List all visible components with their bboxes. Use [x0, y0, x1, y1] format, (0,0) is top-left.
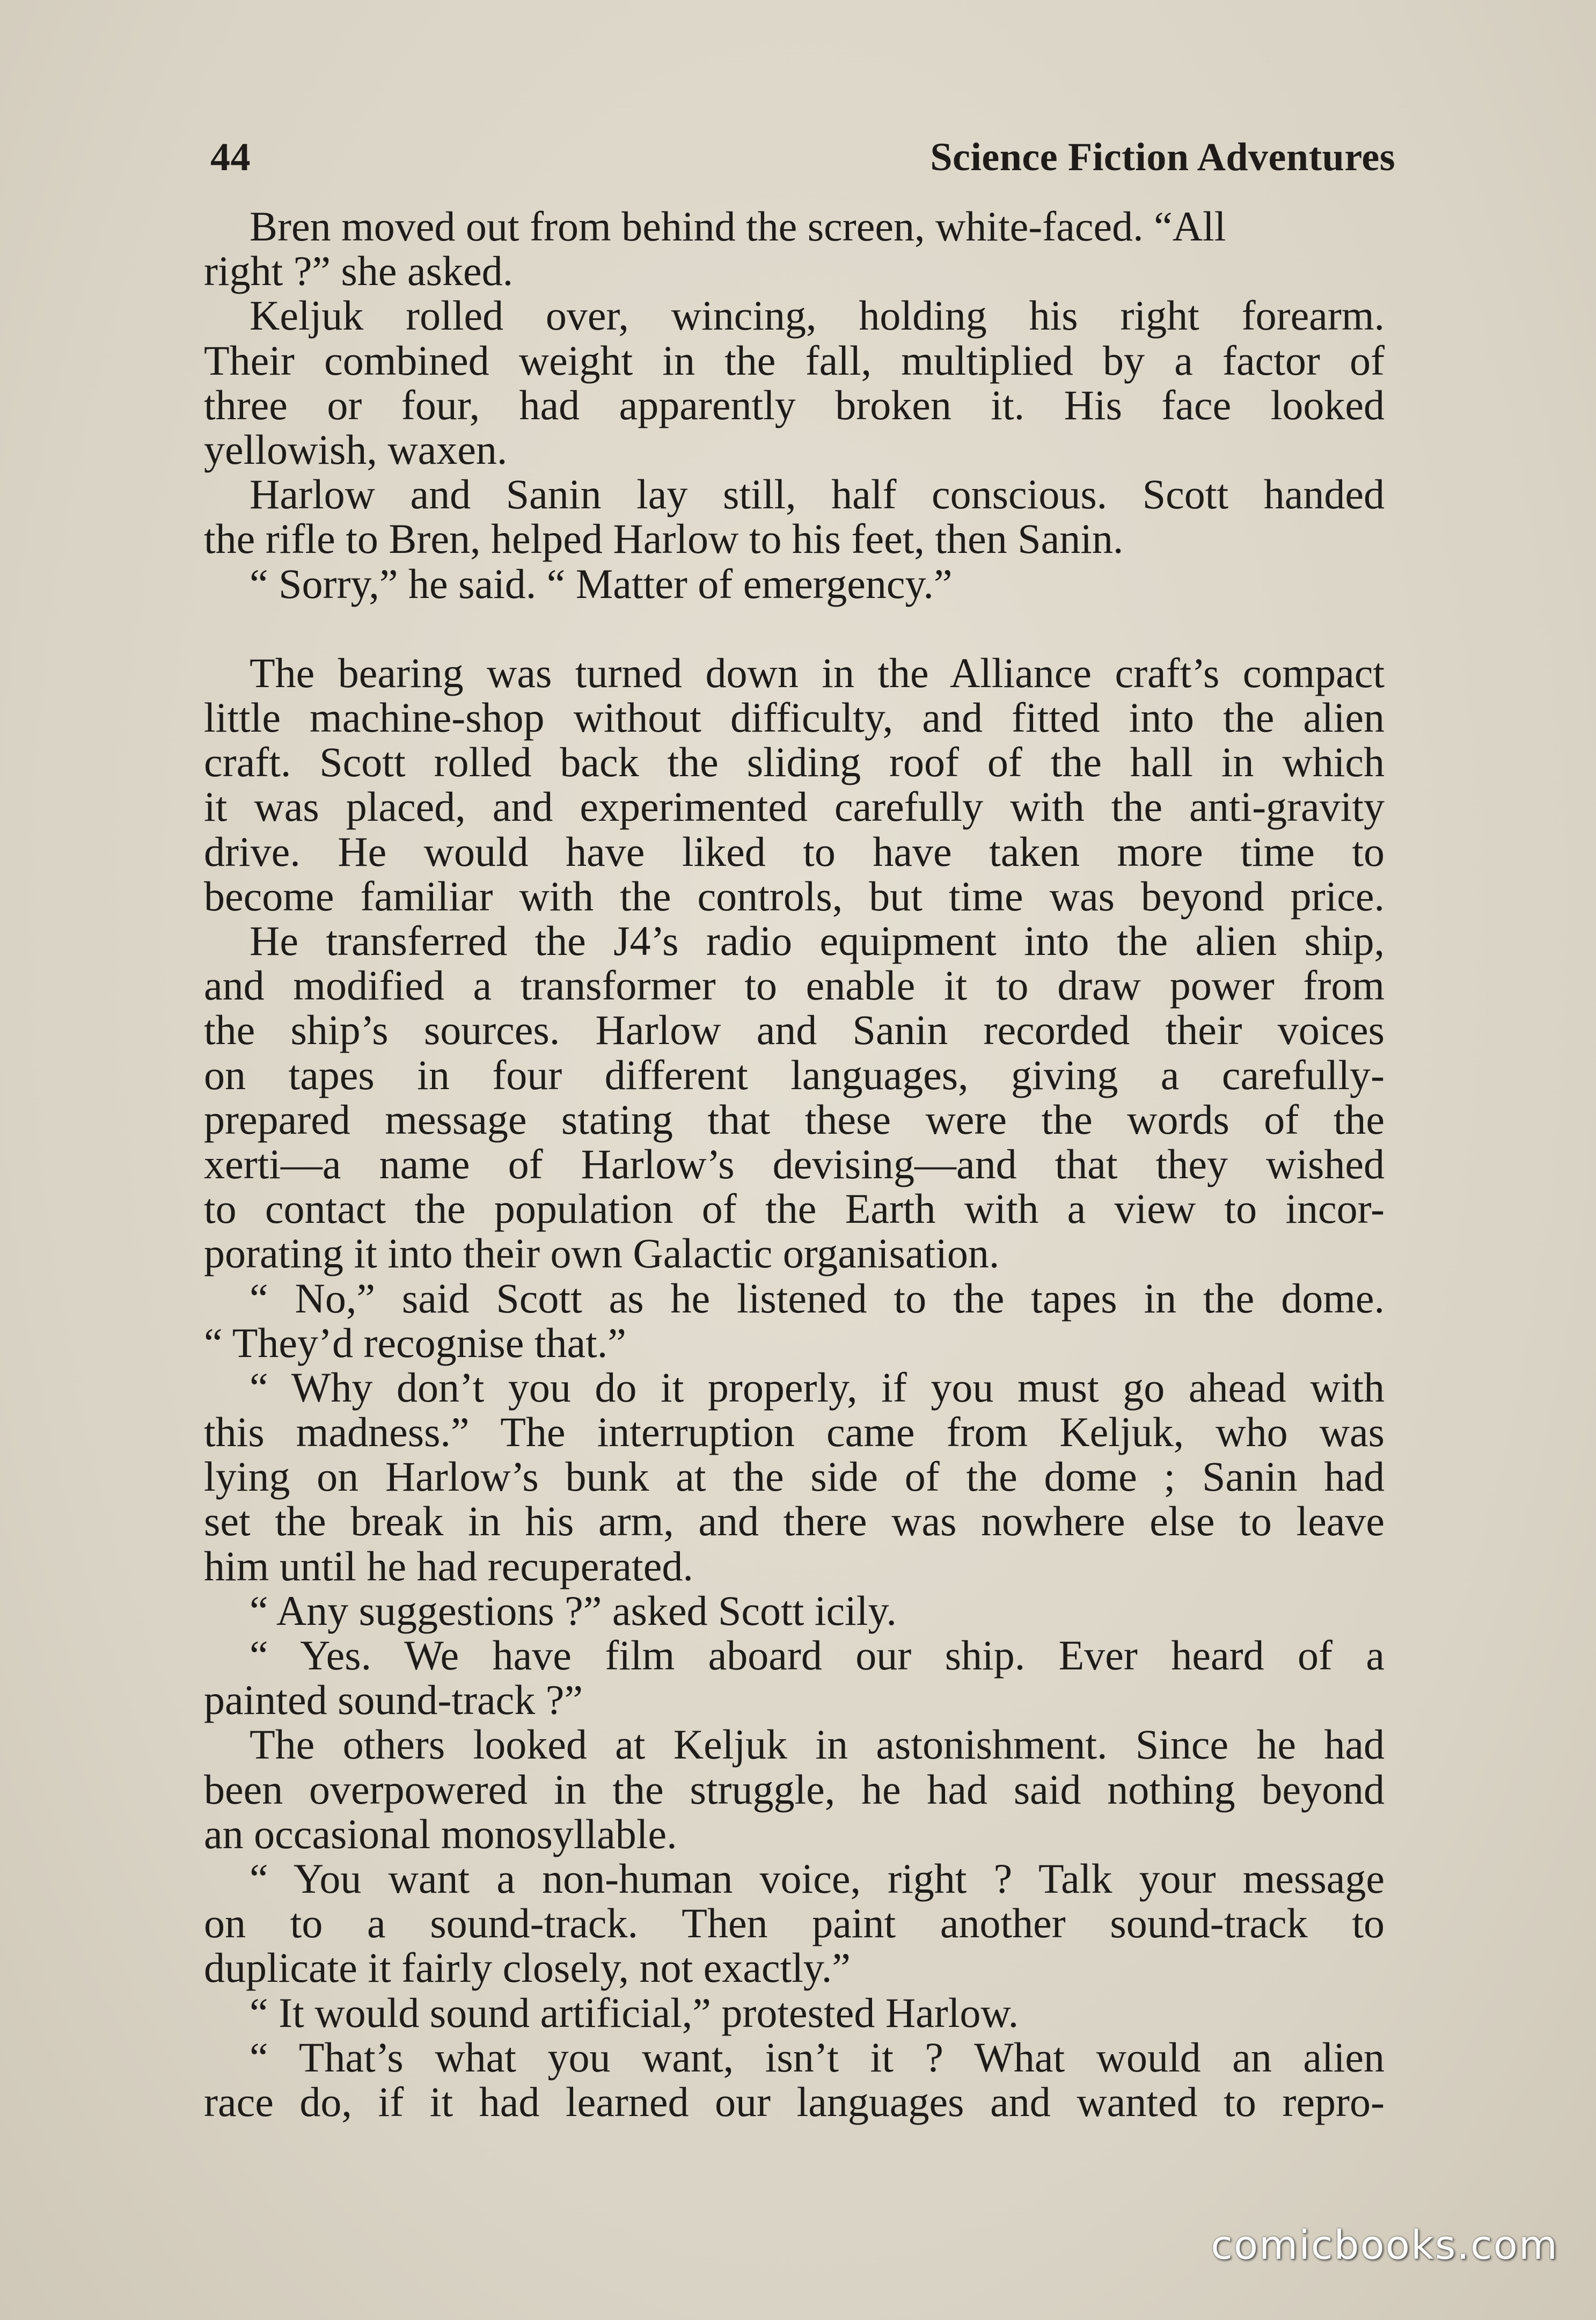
text-line: porating it into their own Galactic organisation. — [204, 1230, 1000, 1277]
running-title: Science Fiction Adventures — [930, 135, 1395, 179]
text-line: “ Any suggestions ?” asked Scott icily. — [250, 1587, 897, 1634]
text-line: right ?” she asked. — [204, 247, 514, 295]
text-line: the ship’s sources. Harlow and Sanin recorded their voices — [204, 1006, 1385, 1054]
text-line: Their combined weight in the fall, multiplied by a factor of — [204, 337, 1385, 384]
watermark-logo: comicbooks.com — [1211, 2222, 1558, 2268]
text-line: lying on Harlow’s bunk at the side of the dome ; Sanin had — [204, 1453, 1385, 1500]
text-line: painted sound-track ?” — [204, 1676, 583, 1724]
text-line: become familiar with the controls, but time was beyond price. — [204, 872, 1385, 920]
text-line: “ Sorry,” he said. “ Matter of emergency.” — [250, 560, 953, 607]
text-line: xerti—a name of Harlow’s devising—and that they wished — [204, 1140, 1385, 1187]
text-line: craft. Scott rolled back the sliding roof of the hall in which — [204, 739, 1385, 786]
text-line: set the break in his arm, and there was nowhere else to leave — [204, 1498, 1385, 1545]
text-line: three or four, had apparently broken it. His face looked — [204, 381, 1385, 428]
body-text — [204, 204, 1385, 2124]
text-line: and modified a transformer to enable it to draw power from — [204, 962, 1385, 1009]
page-number: 44 — [210, 135, 251, 179]
text-line: He transferred the J4’s radio equipment into the alien ship, — [250, 917, 1385, 964]
section-break — [204, 606, 1385, 651]
text-line: yellowish, waxen. — [204, 426, 508, 473]
text-line: duplicate it fairly closely, not exactly.” — [204, 1944, 851, 1991]
text-line: on tapes in four different languages, giving a carefully- — [204, 1051, 1385, 1098]
text-line: “ It would sound artificial,” protested Harlow. — [250, 1989, 1019, 2036]
text-line: this madness.” The interruption came from Keljuk, who was — [204, 1409, 1385, 1456]
text-line: Keljuk rolled over, wincing, holding his right forearm. — [250, 292, 1385, 339]
text-line: “ No,” said Scott as he listened to the tapes in the dome. — [250, 1274, 1385, 1322]
text-line: been overpowered in the struggle, he had said nothing beyond — [204, 1765, 1385, 1813]
text-line: prepared message stating that these were the words of the — [204, 1096, 1385, 1143]
text-line: “ Why don’t you do it properly, if you must go ahead with — [250, 1363, 1385, 1411]
text-line: it was placed, and experimented carefully with the anti-gravity — [204, 783, 1385, 830]
text-line: race do, if it had learned our languages and wanted to repro- — [204, 2078, 1385, 2125]
text-line: “ Yes. We have film aboard our ship. Ever heard of a — [250, 1632, 1385, 1679]
text-line: The others looked at Keljuk in astonishment. Since he had — [250, 1721, 1385, 1768]
text-line: drive. He would have liked to have taken more time to — [204, 828, 1385, 875]
text-line: “ You want a non-human voice, right ? Talk your message — [250, 1855, 1385, 1902]
text-line: Harlow and Sanin lay still, half conscious. Scott handed — [250, 471, 1385, 518]
text-line: little machine-shop without difficulty, and fitted into the alien — [204, 694, 1385, 741]
text-line: an occasional monosyllable. — [204, 1810, 677, 1857]
text-line: him until he had recuperated. — [204, 1542, 693, 1589]
text-line: to contact the population of the Earth with a view to incor- — [204, 1185, 1385, 1232]
text-line: Bren moved out from behind the screen, white-faced. “All — [250, 203, 1226, 250]
text-line: The bearing was turned down in the Alliance craft’s compact — [250, 649, 1385, 696]
text-line: “ They’d recognise that.” — [204, 1319, 626, 1366]
text-line: the rifle to Bren, helped Harlow to his feet, then Sanin. — [204, 515, 1124, 563]
text-line: “ That’s what you want, isn’t it ? What would an alien — [250, 2033, 1385, 2081]
text-line: on to a sound-track. Then paint another sound-track to — [204, 1900, 1385, 1947]
running-header — [210, 121, 1395, 180]
